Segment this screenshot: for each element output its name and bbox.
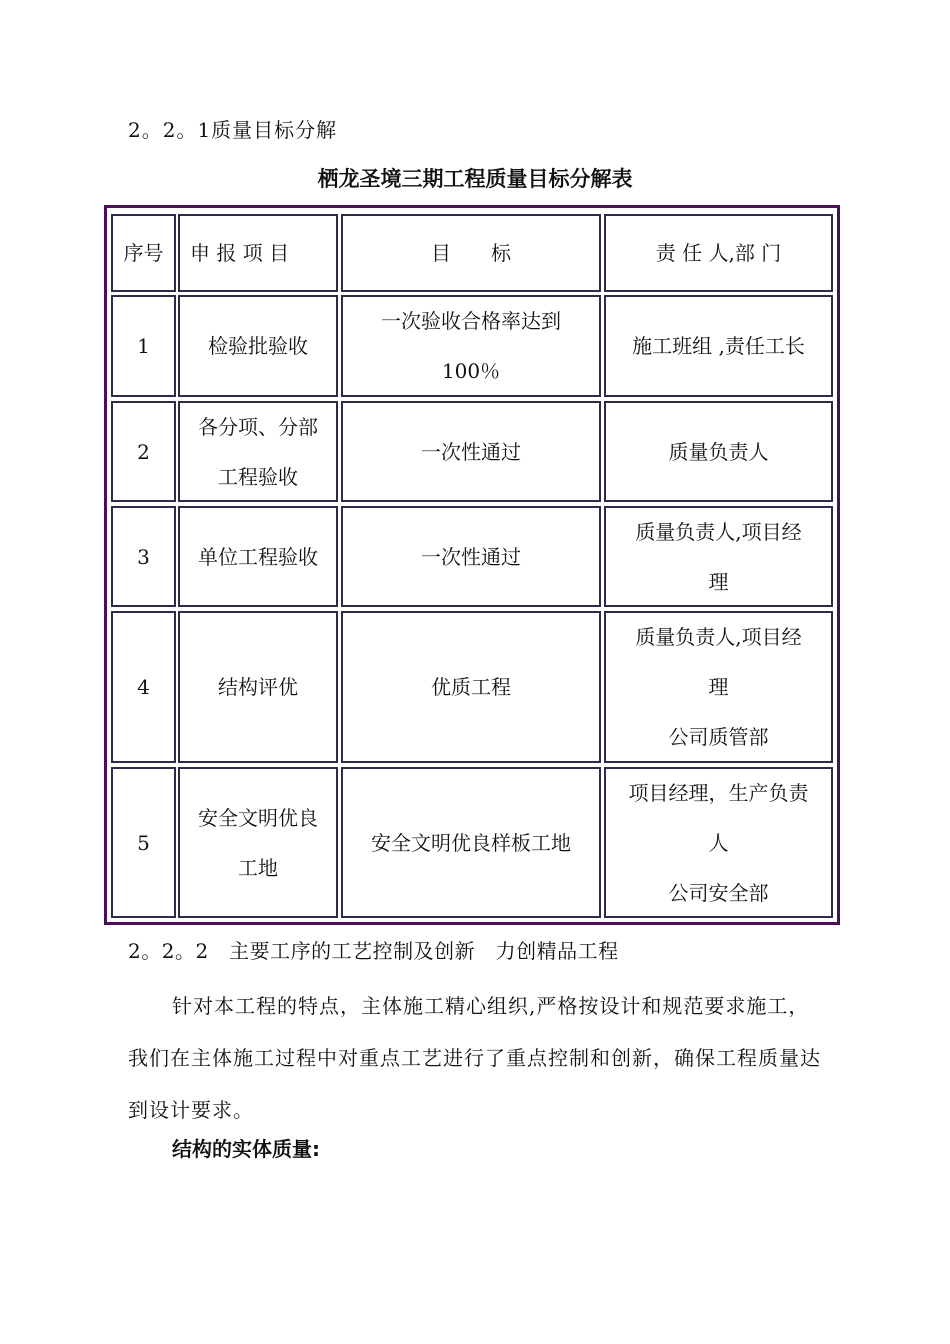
table-cell-owner-line: 公司质管部 — [668, 725, 769, 749]
table-cell-owner — [604, 767, 833, 918]
table-cell-owner — [604, 295, 833, 397]
table-cell-target-line: 100％ — [441, 359, 501, 383]
table-cell-owner-line: 质量负责人,项目经 — [635, 519, 802, 544]
table-cell-owner-line: 项目经理，生产负责 — [628, 780, 809, 805]
table-cell-target — [341, 767, 601, 918]
header-cell: 序号 — [111, 214, 176, 292]
table-cell-item — [178, 611, 338, 763]
table-cell-no-line: 3 — [137, 544, 150, 569]
table-cell-target-line: 一次性通过 — [421, 439, 521, 464]
table-cell-target-line: 一次性通过 — [421, 544, 521, 569]
table-cell-owner — [604, 401, 833, 502]
table-cell-item — [178, 295, 338, 397]
table-cell-item-line: 工程验收 — [218, 464, 298, 489]
header-cell: 申 报 项 目 — [178, 214, 338, 292]
table-cell-owner-line: 人 — [708, 830, 729, 855]
table-cell-item-line: 各分项、分部 — [198, 414, 318, 439]
table-cell-no-line: 4 — [137, 675, 150, 699]
table-cell-no-line: 1 — [137, 334, 150, 358]
table-cell-owner-line: 公司安全部 — [668, 880, 769, 905]
table-cell-no — [111, 506, 176, 607]
table-cell-item-line: 单位工程验收 — [198, 544, 318, 569]
table-cell-item-line: 检验批验收 — [208, 334, 308, 358]
body-paragraph: 针对本工程的特点，主体施工精心组织,严格按设计和规范要求施工，我们在主体施工过程中对重点工艺进行了重点控制和创新，确保工程质量达到设计要求。 — [128, 994, 821, 1122]
table-cell-item — [178, 767, 338, 918]
table-cell-target-line: 一次验收合格率达到 — [381, 309, 561, 333]
table-cell-target — [341, 401, 601, 502]
table-cell-target — [341, 506, 601, 607]
header-cell: 目 标 — [341, 214, 601, 292]
section-heading-222: 2。2。2 主要工序的工艺控制及创新 力创精品工程 — [128, 939, 619, 963]
table-cell-owner-line: 质量负责人,项目经 — [635, 625, 802, 649]
table-cell-no-line: 2 — [137, 439, 150, 464]
table-cell-item-line: 结构评优 — [218, 675, 298, 699]
table-cell-item-line: 工地 — [238, 855, 278, 880]
table-cell-owner-line: 理 — [708, 675, 729, 699]
table-cell-target — [341, 611, 601, 763]
table-cell-owner — [604, 506, 833, 607]
table-cell-owner-line: 质量负责人 — [668, 439, 769, 464]
table-cell-target-line: 优质工程 — [431, 675, 511, 699]
table-cell-no-line: 5 — [137, 830, 150, 855]
header-cell: 责 任 人,部 门 — [604, 214, 833, 292]
table-cell-owner-line: 施工班组 ,责任工长 — [632, 334, 805, 358]
table-cell-target — [341, 295, 601, 397]
table-cell-item — [178, 401, 338, 502]
table-cell-item — [178, 506, 338, 607]
table-title: 栖龙圣境三期工程质量目标分解表 — [317, 167, 633, 191]
table-cell-no — [111, 401, 176, 502]
table-cell-no — [111, 767, 176, 918]
bold-subheading: 结构的实体质量: — [172, 1137, 320, 1161]
table-cell-no — [111, 611, 176, 763]
table-cell-owner — [604, 611, 833, 763]
section-heading-221: 2。2。1质量目标分解 — [128, 118, 338, 142]
table-cell-target-line: 安全文明优良样板工地 — [371, 830, 571, 855]
table-cell-no — [111, 295, 176, 397]
table-cell-owner-line: 理 — [708, 569, 729, 594]
table-cell-item-line: 安全文明优良 — [198, 805, 318, 830]
